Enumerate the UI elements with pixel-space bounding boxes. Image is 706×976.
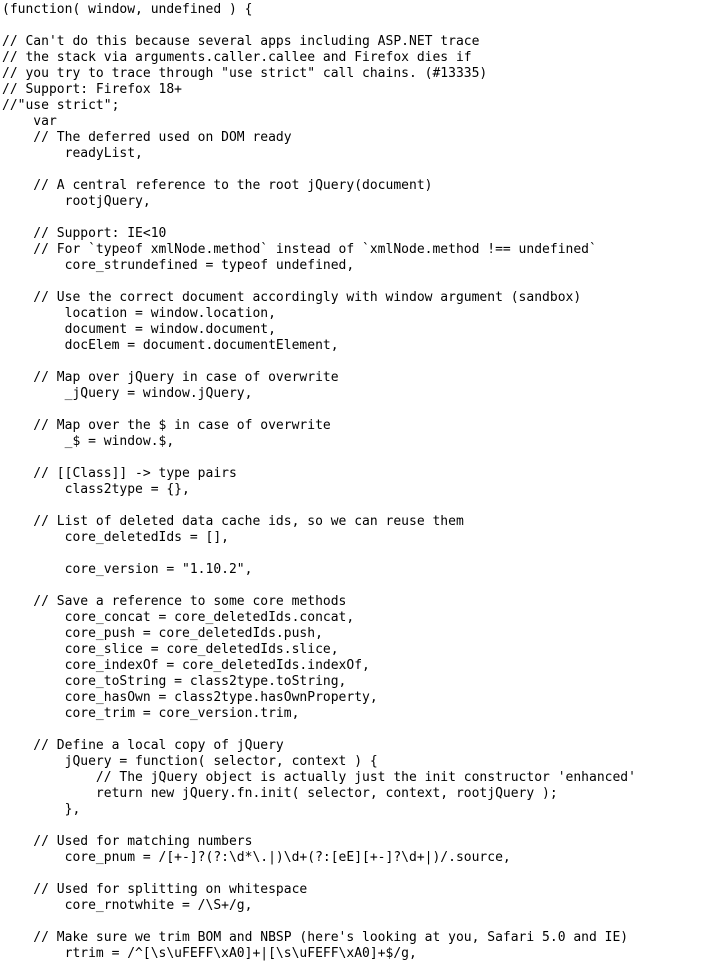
code-line: _jQuery = window.jQuery,: [2, 386, 253, 401]
code-line: [2, 498, 702, 514]
code-line: [2, 162, 702, 178]
code-line: // [[Class]] -> type pairs: [2, 466, 237, 481]
code-line: [2, 866, 702, 882]
code-line: _$ = window.$,: [2, 434, 175, 449]
code-line: core_deletedIds = [],: [2, 530, 229, 545]
code-line: core_hasOwn = class2type.hasOwnProperty,: [2, 690, 378, 705]
code-line: var: [2, 114, 57, 129]
code-line: //"use strict";: [2, 98, 120, 113]
code-line: // For `typeof xmlNode.method` instead of `xmlNode.method !== undefined`: [2, 242, 597, 257]
code-line: (function( window, undefined ) {: [2, 2, 253, 17]
code-line: core_indexOf = core_deletedIds.indexOf,: [2, 658, 370, 673]
code-line: core_pnum = /[+-]?(?:\d*\.|)\d+(?:[eE][+-]?\d+|)/.source,: [2, 850, 511, 865]
code-line: // you try to trace through "use strict" call chains. (#13335): [2, 66, 488, 81]
code-line: // Map over the $ in case of overwrite: [2, 418, 331, 433]
code-line: location = window.location,: [2, 306, 276, 321]
code-line: [2, 18, 702, 34]
code-line: [2, 578, 702, 594]
code-line: // List of deleted data cache ids, so we can reuse them: [2, 514, 464, 529]
code-line: // Support: Firefox 18+: [2, 82, 183, 97]
code-line: // Save a reference to some core methods: [2, 594, 347, 609]
code-line: readyList,: [2, 146, 143, 161]
code-line: [2, 210, 702, 226]
code-line: core_version = "1.10.2",: [2, 562, 253, 577]
code-line: jQuery = function( selector, context ) {: [2, 754, 378, 769]
code-line: // Used for matching numbers: [2, 834, 253, 849]
code-line: // Define a local copy of jQuery: [2, 738, 284, 753]
code-line: [2, 354, 702, 370]
code-line: // Use the correct document accordingly with window argument (sandbox): [2, 290, 582, 305]
code-line: },: [2, 802, 81, 817]
code-line: [2, 402, 702, 418]
code-line: // Map over jQuery in case of overwrite: [2, 370, 339, 385]
code-line: [2, 914, 702, 930]
code-line: [2, 546, 702, 562]
code-line: rtrim = /^[\s\uFEFF\xA0]+|[\s\uFEFF\xA0]+$/g,: [2, 946, 417, 961]
code-line: [2, 274, 702, 290]
code-line: core_rnotwhite = /\S+/g,: [2, 898, 253, 913]
code-line: // the stack via arguments.caller.callee and Firefox dies if: [2, 50, 472, 65]
code-line: core_slice = core_deletedIds.slice,: [2, 642, 339, 657]
code-line: docElem = document.documentElement,: [2, 338, 339, 353]
source-code-view: [2, 2, 702, 974]
code-line: [2, 818, 702, 834]
code-line: // Make sure we trim BOM and NBSP (here's looking at you, Safari 5.0 and IE): [2, 930, 629, 945]
code-line: // Can't do this because several apps including ASP.NET trace: [2, 34, 480, 49]
code-line: core_trim = core_version.trim,: [2, 706, 300, 721]
code-line: // The deferred used on DOM ready: [2, 130, 292, 145]
code-line: // Support: IE<10: [2, 226, 167, 241]
code-line: // A central reference to the root jQuery(document): [2, 178, 433, 193]
code-line: core_push = core_deletedIds.push,: [2, 626, 323, 641]
code-line: [2, 450, 702, 466]
code-line: [2, 722, 702, 738]
code-line: // Used for splitting on whitespace: [2, 882, 308, 897]
code-line: core_toString = class2type.toString,: [2, 674, 347, 689]
code-line: // The jQuery object is actually just the init constructor 'enhanced': [2, 770, 636, 785]
code-line: class2type = {},: [2, 482, 190, 497]
code-line: core_strundefined = typeof undefined,: [2, 258, 355, 273]
code-line: document = window.document,: [2, 322, 276, 337]
code-line: core_concat = core_deletedIds.concat,: [2, 610, 355, 625]
code-line: rootjQuery,: [2, 194, 151, 209]
code-line: return new jQuery.fn.init( selector, context, rootjQuery );: [2, 786, 558, 801]
